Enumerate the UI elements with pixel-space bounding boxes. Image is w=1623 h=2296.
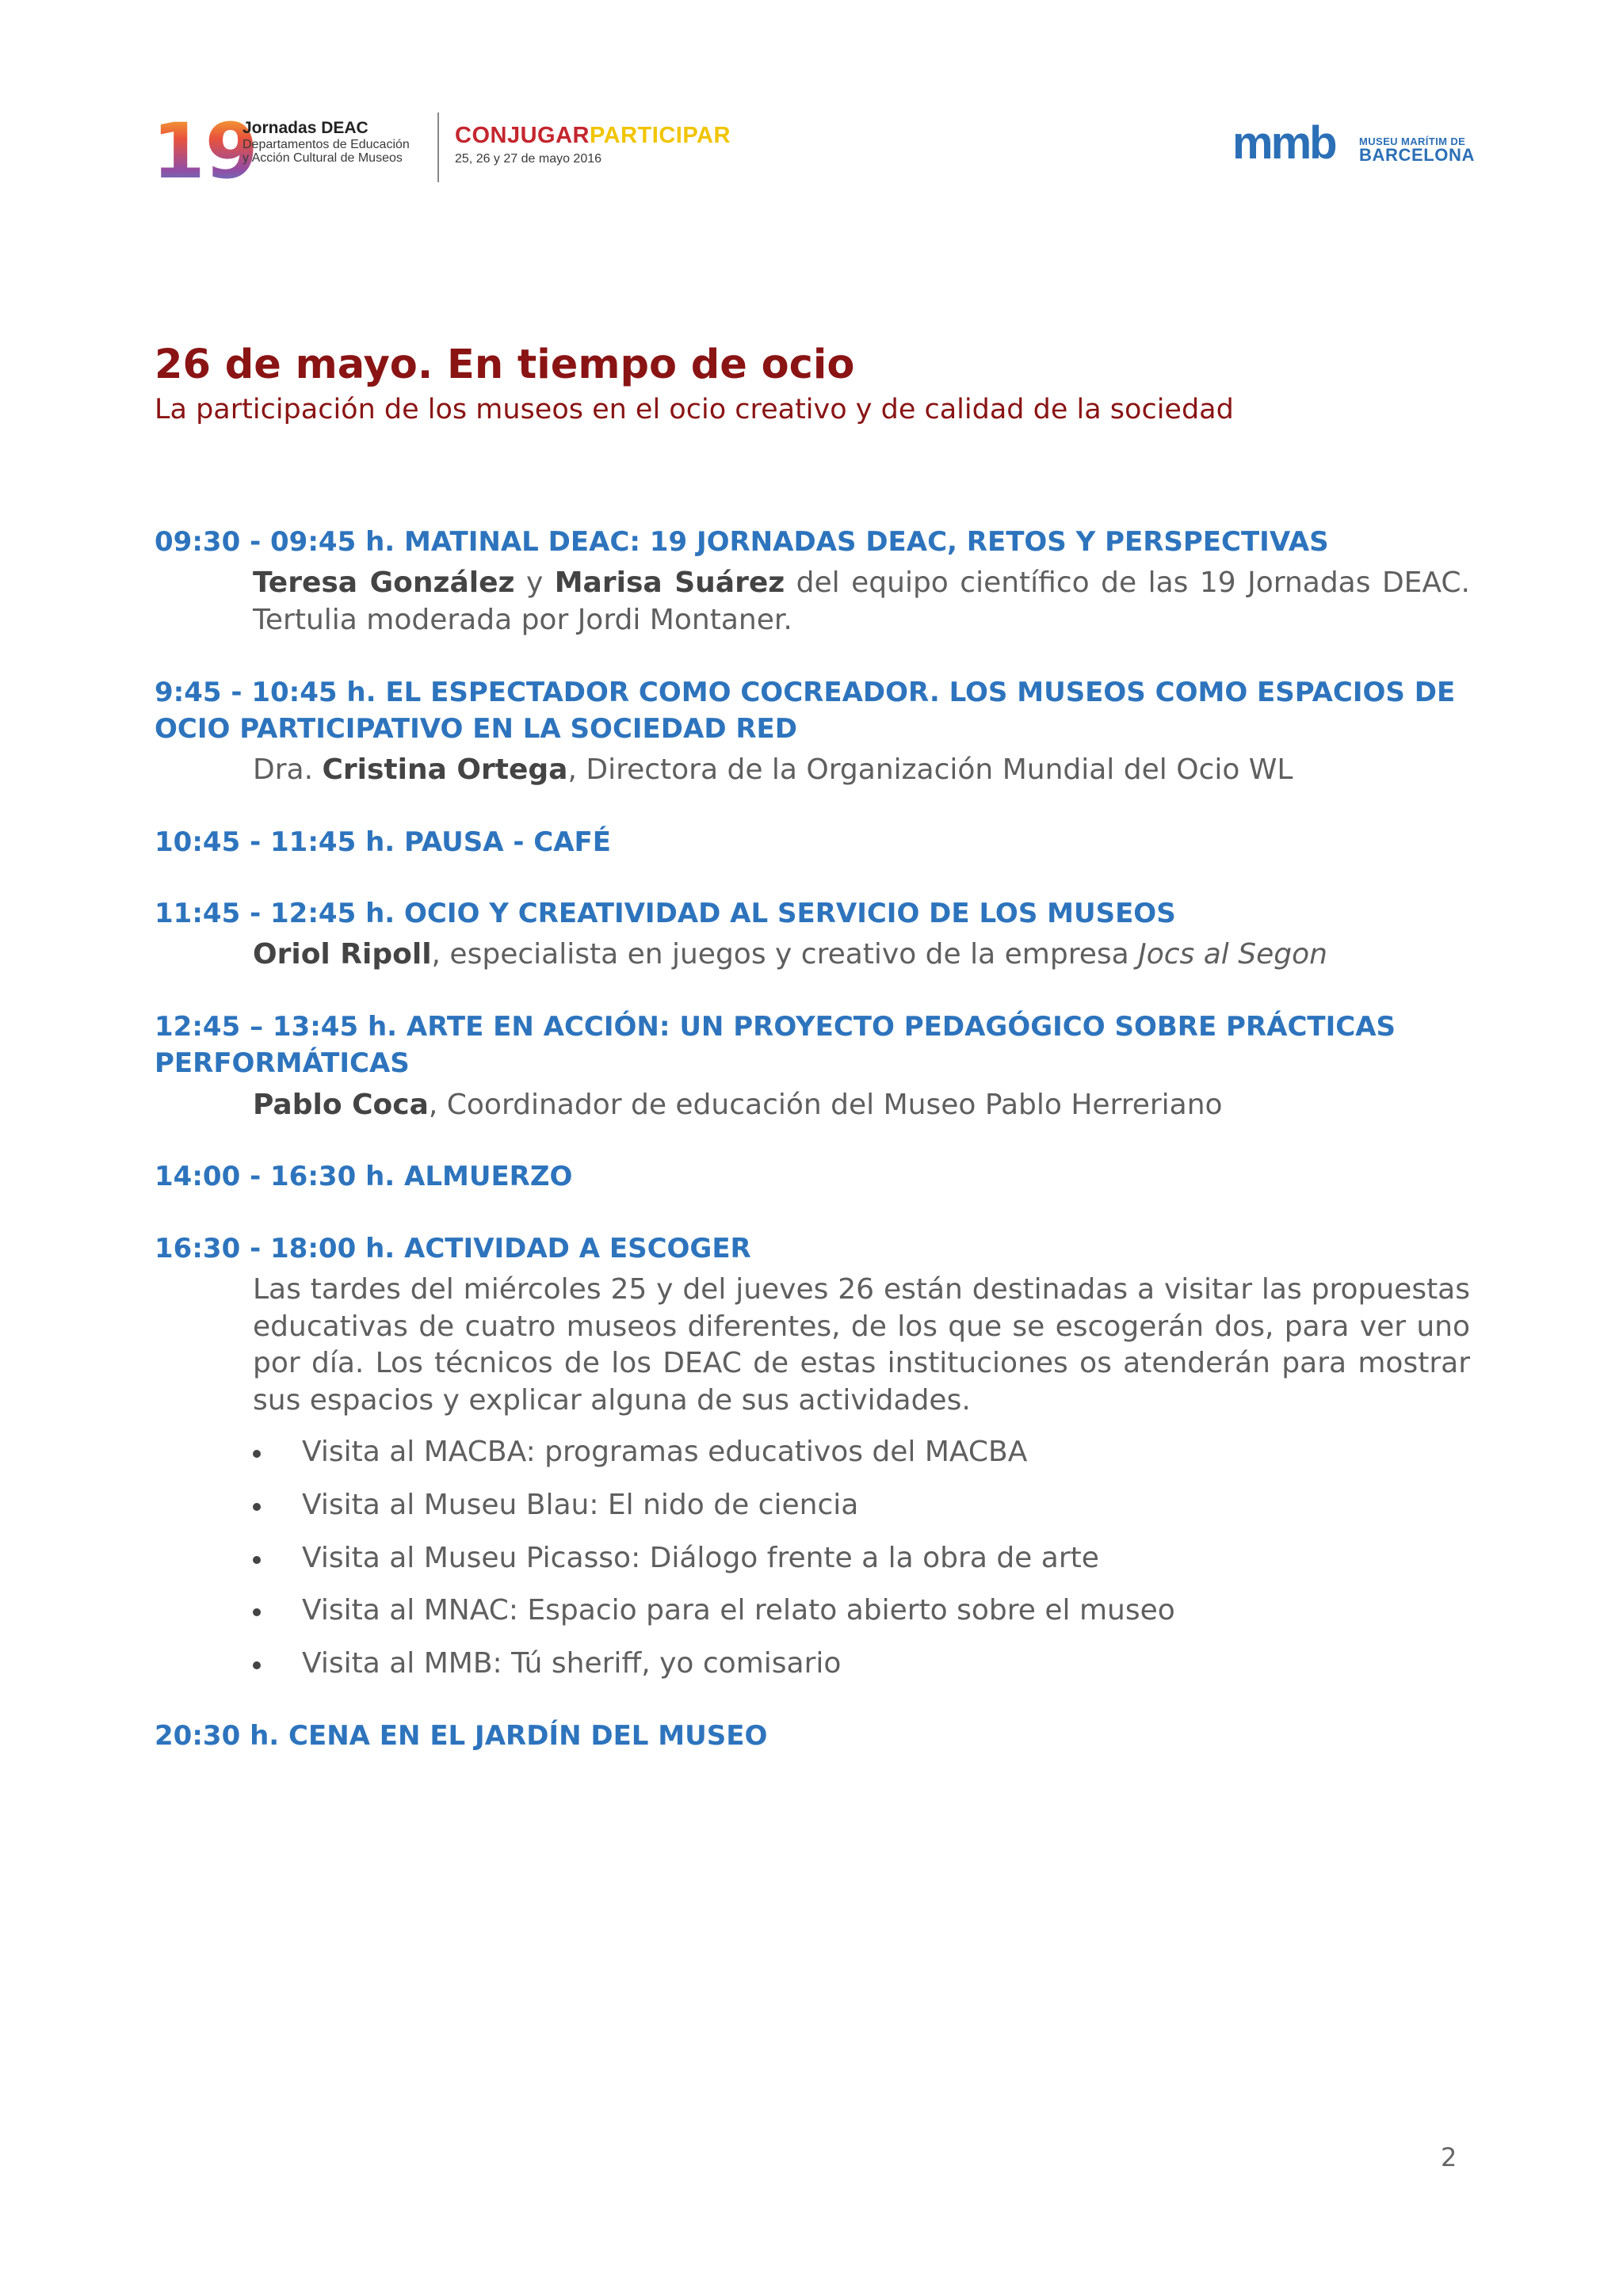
deac-line-2: y Acción Cultural de Museos — [242, 151, 403, 166]
mmb-logo-text — [1359, 136, 1475, 164]
page-header — [0, 0, 1623, 206]
speaker-name: Pablo Coca — [253, 1088, 429, 1121]
schedule-item — [155, 1230, 1470, 1683]
speaker-name: Marisa Suárez — [554, 566, 785, 599]
list-item-text: Visita al MACBA: programas educativos del MACBA — [302, 1435, 1028, 1468]
text-span: Dra. — [253, 753, 323, 786]
page-number: 2 — [1441, 2142, 1457, 2172]
session-heading: 12:45 – 13:45 h. ARTE EN ACCIÓN: UN PROYECTO PEDAGÓGICO SOBRE PRÁCTICAS PERFORMÁTICAS — [155, 1011, 1396, 1080]
schedule-item — [155, 1009, 1470, 1123]
deac-line-1: Departamentos de Educación — [242, 137, 410, 151]
session-description — [253, 936, 1470, 974]
mmb-logo-letters: mmb — [1232, 117, 1335, 169]
session-description — [253, 565, 1470, 639]
slogan-part-1: CONJUGAR — [455, 123, 590, 148]
list-item — [253, 1540, 1470, 1577]
header-divider — [437, 113, 439, 182]
schedule-item — [155, 674, 1470, 789]
session-heading: 11:45 - 12:45 h. OCIO Y CREATIVIDAD AL SERVICIO DE LOS MUSEOS — [155, 898, 1176, 930]
speaker-name: Cristina Ortega — [322, 753, 568, 786]
session-heading: 16:30 - 18:00 h. ACTIVIDAD A ESCOGER — [155, 1232, 751, 1264]
slogan-part-2: PARTICIPAR — [589, 123, 731, 148]
text-span: , Coordinador de educación del Museo Pablo Herreriano — [428, 1088, 1223, 1121]
session-description — [253, 752, 1470, 789]
list-item — [253, 1487, 1470, 1524]
activity-list — [253, 1434, 1470, 1683]
session-heading: 14:00 - 16:30 h. ALMUERZO — [155, 1161, 573, 1193]
session-heading: 20:30 h. CENA EN EL JARDÍN DEL MUSEO — [155, 1719, 768, 1752]
schedule-item — [155, 1718, 1470, 1754]
bullet-icon — [253, 1608, 261, 1616]
bullet-icon — [253, 1503, 261, 1511]
list-item-text: Visita al MNAC: Espacio para el relato abierto sobre el museo — [302, 1594, 1175, 1627]
text-span: y — [514, 566, 555, 599]
bullet-icon — [253, 1556, 261, 1564]
page-title: 26 de mayo. En tiempo de ocio — [155, 341, 855, 388]
logo-digit: 19 — [152, 107, 258, 196]
mmb-line-2: BARCELONA — [1359, 145, 1475, 165]
list-item-text: Visita al Museu Picasso: Diálogo frente a la obra de arte — [302, 1541, 1099, 1574]
event-dates: 25, 26 y 27 de mayo 2016 — [455, 151, 602, 166]
bullet-icon — [253, 1661, 261, 1669]
speaker-name: Oriol Ripoll — [253, 938, 432, 971]
session-heading: 9:45 - 10:45 h. EL ESPECTADOR COMO COCREADOR. LOS MUSEOS COMO ESPACIOS DE OCIO PARTICIPATIVO EN LA SOCIEDAD RED — [155, 676, 1456, 745]
session-description: Las tardes del miércoles 25 y del jueves 26 están destinadas a visitar las propuestas educativas de cuatro museos diferentes, de los que se escogerán dos, para ver uno por día. Los técnicos de los DEAC de estas instituciones os atenderán para mostrar sus espacios y explicar alguna de sus actividades. — [253, 1272, 1470, 1417]
text-span: , Directora de la Organización Mundial del Ocio WL — [567, 753, 1293, 786]
list-item-text: Visita al Museu Blau: El nido de ciencia — [302, 1488, 859, 1521]
event-slogan — [455, 124, 731, 149]
document-body — [155, 341, 1470, 1789]
session-description — [253, 1087, 1470, 1124]
session-heading: 09:30 - 09:45 h. MATINAL DEAC: 19 JORNADAS DEAC, RETOS Y PERSPECTIVAS — [155, 525, 1329, 558]
speaker-name: Teresa González — [253, 566, 515, 599]
schedule-item — [155, 895, 1470, 974]
jornadas-19-logo — [152, 107, 258, 196]
text-span: del equipo científico de las 19 Jornadas DEAC. Tertulia moderada por Jordi Montaner. — [253, 566, 1470, 636]
list-item — [253, 1592, 1470, 1630]
mmb-line-1: MUSEU MARÍTIM DE — [1359, 135, 1466, 147]
bullet-icon — [253, 1450, 261, 1458]
deac-title: Jornadas DEAC — [242, 119, 369, 137]
session-heading: 10:45 - 11:45 h. PAUSA - CAFÉ — [155, 826, 612, 858]
schedule-item — [155, 824, 1470, 860]
conjugar-participar-branding — [455, 124, 731, 166]
list-item-text: Visita al MMB: Tú sheriff, yo comisario — [302, 1647, 842, 1680]
company-name: Jocs al Segon — [1138, 938, 1327, 971]
page-subtitle: La participación de los museos en el ocio creativo y de calidad de la sociedad — [155, 394, 1234, 426]
schedule-item — [155, 1158, 1470, 1195]
schedule — [155, 524, 1470, 1755]
list-item — [253, 1646, 1470, 1683]
deac-branding — [242, 119, 410, 166]
text-span: , especialista en juegos y creativo de la empresa — [431, 938, 1139, 971]
list-item — [253, 1434, 1470, 1471]
schedule-item — [155, 524, 1470, 639]
